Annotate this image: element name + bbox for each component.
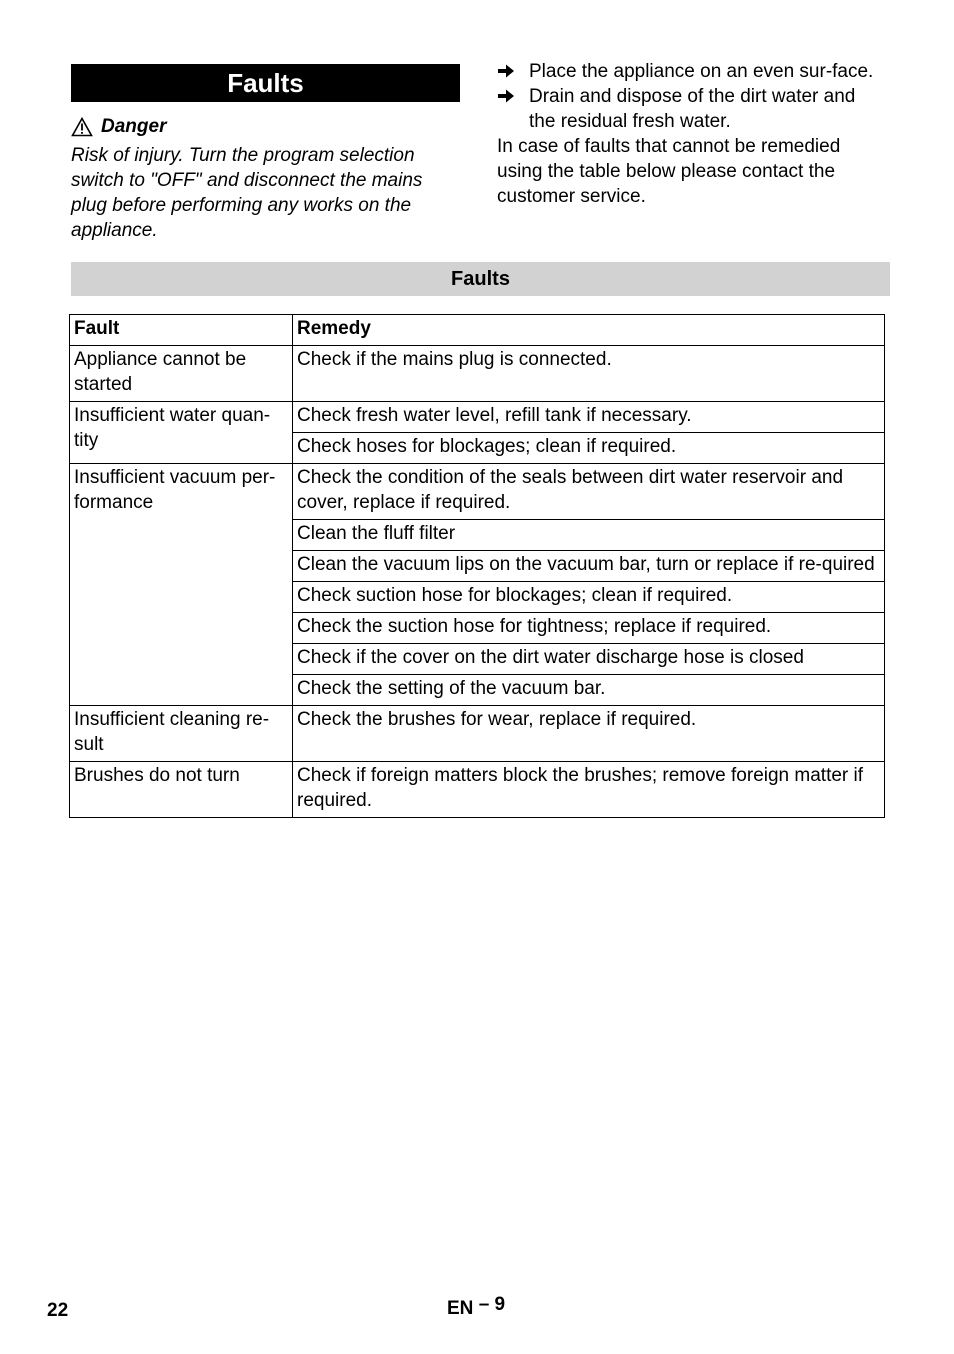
page-language-marker	[447, 1296, 505, 1321]
section-page: – 9	[478, 1294, 506, 1315]
danger-text: Risk of injury. Turn the program selection switch to "OFF" and disconnect the mains plug before performing any works on the appliance.	[71, 145, 423, 241]
table-row	[70, 706, 885, 762]
fault-cell: Insufficient vacuum per-formance	[70, 464, 293, 706]
table-row	[70, 402, 885, 433]
danger-notice	[71, 114, 460, 243]
fault-cell: Brushes do not turn	[70, 762, 293, 818]
table-header-row	[70, 315, 885, 346]
step-item	[497, 84, 887, 134]
instructions	[497, 59, 887, 209]
table-row	[70, 464, 885, 520]
table-heading: Faults	[71, 262, 890, 296]
column-header-fault: Fault	[70, 315, 293, 346]
fault-cell: Insufficient cleaning re-sult	[70, 706, 293, 762]
step-text: Place the appliance on an even sur-face.	[529, 61, 874, 82]
language-code: EN	[447, 1298, 474, 1319]
column-header-remedy: Remedy	[293, 315, 885, 346]
danger-label: Danger	[101, 116, 167, 137]
remedy-cell: Check if the cover on the dirt water discharge hose is closed	[293, 644, 885, 675]
remedy-cell: Check the condition of the seals between dirt water reservoir and cover, replace if required.	[293, 464, 885, 520]
remedy-cell: Check suction hose for blockages; clean if required.	[293, 582, 885, 613]
warning-triangle-icon	[71, 117, 93, 137]
page-number: 22	[47, 1300, 69, 1321]
arrow-right-icon	[497, 84, 529, 134]
remedy-cell: Check the setting of the vacuum bar.	[293, 675, 885, 706]
remedy-cell: Check the brushes for wear, replace if required.	[293, 706, 885, 762]
step-text: Drain and dispose of the dirt water and the residual fresh water.	[529, 86, 856, 132]
remedy-cell: Check hoses for blockages; clean if required.	[293, 433, 885, 464]
faults-table	[69, 314, 885, 818]
fault-cell: Appliance cannot be started	[70, 346, 293, 402]
remedy-cell: Check if foreign matters block the brushes; remove foreign matter if required.	[293, 762, 885, 818]
danger-label-row	[71, 114, 460, 139]
remedy-cell: Check the suction hose for tightness; replace if required.	[293, 613, 885, 644]
arrow-right-icon	[497, 59, 529, 84]
table-row	[70, 762, 885, 818]
contact-note: In case of faults that cannot be remedied using the table below please contact the customer service.	[497, 136, 841, 207]
table-row	[70, 346, 885, 402]
fault-cell: Insufficient water quan-tity	[70, 402, 293, 464]
remedy-cell: Clean the vacuum lips on the vacuum bar, turn or replace if re-quired	[293, 551, 885, 582]
page-title: Faults	[71, 64, 460, 102]
remedy-cell: Check if the mains plug is connected.	[293, 346, 885, 402]
remedy-cell: Clean the fluff filter	[293, 520, 885, 551]
step-item	[497, 59, 887, 84]
remedy-cell: Check fresh water level, refill tank if necessary.	[293, 402, 885, 433]
